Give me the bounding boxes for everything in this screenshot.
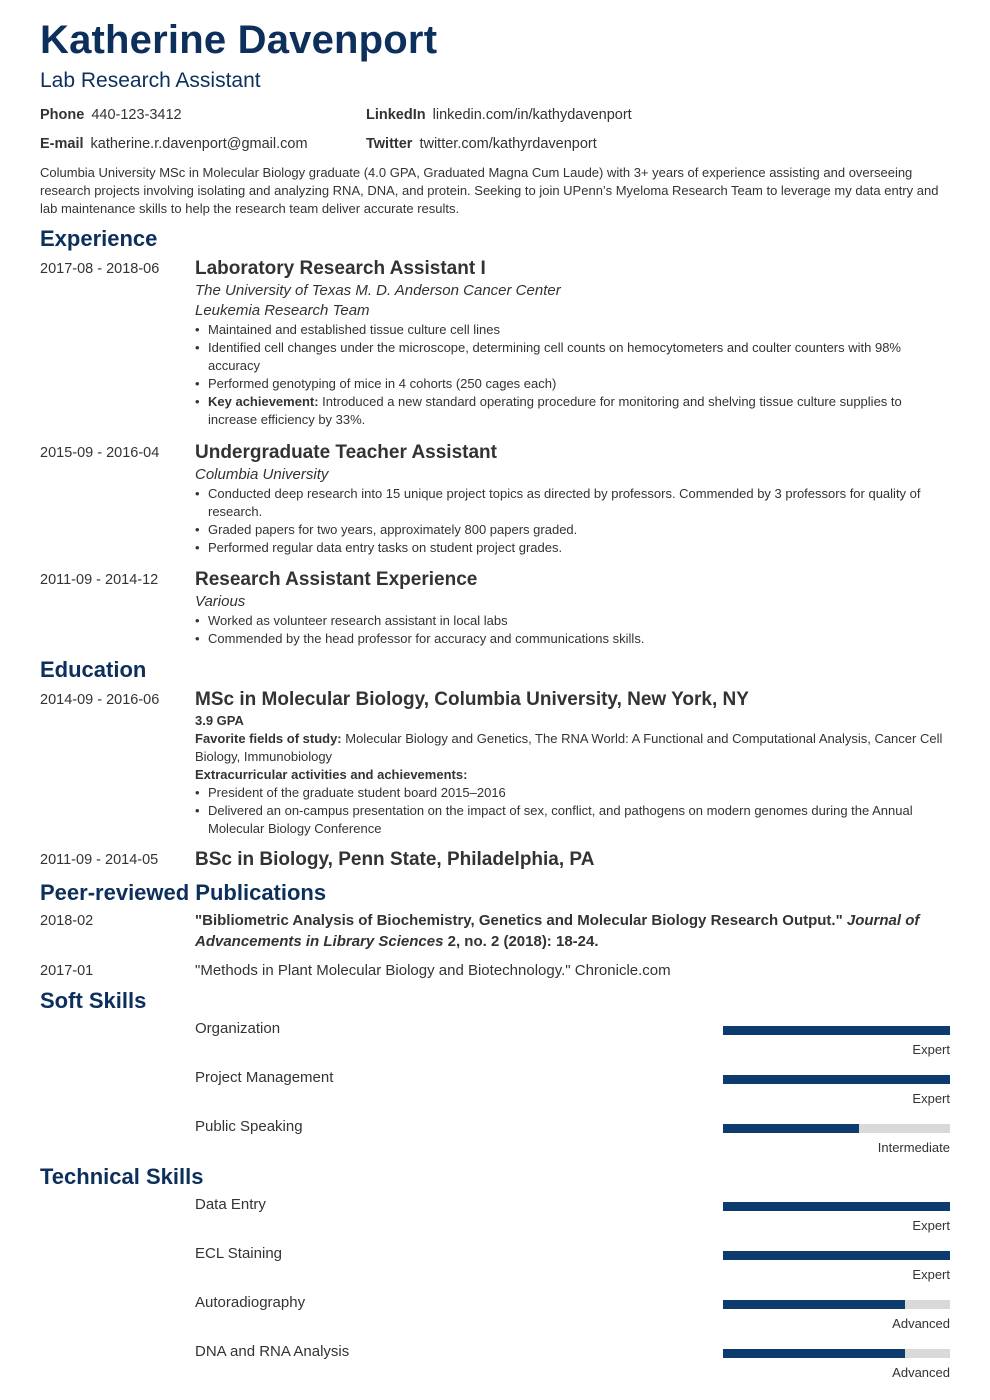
experience-heading: Experience [40, 226, 158, 251]
skill-name: ECL Staining [195, 1245, 282, 1262]
publication-entry [195, 910, 935, 952]
technical-skills-heading: Technical Skills [40, 1164, 204, 1189]
skill-level: Intermediate [877, 1140, 950, 1155]
skill-bar [723, 1251, 950, 1260]
skill-level: Expert [912, 1218, 950, 1233]
skill-level: Expert [912, 1042, 950, 1057]
linkedin-label: LinkedIn [366, 107, 426, 123]
job-title: Lab Research Assistant [40, 69, 261, 92]
skill-bar [723, 1026, 950, 1035]
skill-name: Data Entry [195, 1196, 266, 1213]
skill-bar-fill [723, 1251, 950, 1260]
skill-level: Expert [912, 1091, 950, 1106]
candidate-name: Katherine Davenport [40, 18, 438, 62]
experience-dates: 2011-09 - 2014-12 [40, 572, 159, 588]
skill-bar [723, 1202, 950, 1211]
email-value[interactable]: katherine.r.davenport@gmail.com [90, 136, 308, 152]
education-title: MSc in Molecular Biology, Columbia University, New York, NY [195, 689, 749, 710]
experience-org: Columbia University [195, 466, 329, 483]
list-item: • Commended by the head professor for accuracy and communications skills. [195, 630, 950, 648]
skill-level: Advanced [892, 1365, 950, 1380]
skill-bar [723, 1300, 950, 1309]
twitter-label: Twitter [366, 136, 413, 152]
list-item: • Performed genotyping of mice in 4 cohorts (250 cages each) [195, 375, 950, 393]
favorite-fields-label: Favorite fields of study: [195, 731, 342, 746]
list-item: • Identified cell changes under the microscope, determining cell counts on hemocytometers and coulter counters with 98% accuracy [195, 339, 950, 375]
favorite-fields [195, 730, 950, 766]
experience-dates: 2017-08 - 2018-06 [40, 261, 160, 277]
experience-bullets [195, 321, 950, 429]
skill-bar-fill [723, 1300, 905, 1309]
skill-bar [723, 1349, 950, 1358]
skill-bar [723, 1075, 950, 1084]
skill-name: DNA and RNA Analysis [195, 1343, 350, 1360]
key-achievement-label: Key achievement: [208, 394, 319, 409]
education-dates: 2011-09 - 2014-05 [40, 852, 159, 868]
education-title: BSc in Biology, Penn State, Philadelphia, PA [195, 849, 595, 870]
key-achievement-text: Introduced a new standard operating procedure for monitoring and shelving tissue culture supplies to increase efficiency by 33%. [208, 394, 902, 427]
skill-bar-fill [723, 1075, 950, 1084]
favorite-fields-text: Molecular Biology and Genetics, The RNA World: A Functional and Computational Analysis, Cancer Cell Biology, Immunobiology [195, 731, 943, 764]
list-item: • Performed regular data entry tasks on student project grades. [195, 539, 950, 557]
contact-email [40, 136, 308, 152]
experience-title: Research Assistant Experience [195, 569, 478, 590]
publication-date: 2018-02 [40, 913, 94, 929]
skill-bar-fill [723, 1124, 859, 1133]
linkedin-value[interactable]: linkedin.com/in/kathydavenport [432, 107, 632, 123]
publication-journal: Journal of Advancements in Library Sciences [195, 912, 920, 950]
list-item: • Graded papers for two years, approximately 800 papers graded. [195, 521, 950, 539]
list-item: • Maintained and established tissue culture cell lines [195, 321, 950, 339]
twitter-value[interactable]: twitter.com/kathyrdavenport [419, 136, 597, 152]
skill-bar-fill [723, 1349, 905, 1358]
list-item: • Conducted deep research into 15 unique project topics as directed by professors. Commended by 3 professors for quality of research. [195, 485, 950, 521]
soft-skills-heading: Soft Skills [40, 988, 147, 1013]
experience-entry [195, 257, 950, 429]
extracurricular-label: Extracurricular activities and achievements: [195, 767, 468, 782]
phone-value: 440-123-3412 [91, 107, 182, 123]
publication-title: "Bibliometric Analysis of Biochemistry, Genetics and Molecular Biology Research Output." [195, 912, 843, 929]
profile-summary: Columbia University MSc in Molecular Biology graduate (4.0 GPA, Graduated Magna Cum Laude) with 3+ years of experience assisting and overseeing research projects involving isolating and analyzing RNA, DNA, and protein. Seeking to join UPenn’s Myeloma Research Team to leverage my data entry and lab maintenance skills to help the research team deliver accurate results. [40, 165, 939, 216]
skill-name: Organization [195, 1020, 281, 1037]
gpa: 3.9 GPA [195, 713, 244, 728]
publication-entry: "Methods in Plant Molecular Biology and Biotechnology." Chronicle.com [195, 962, 671, 979]
phone-label: Phone [40, 107, 85, 123]
skill-level: Advanced [892, 1316, 950, 1331]
skill-name: Autoradiography [195, 1294, 306, 1311]
list-item: • Delivered an on-campus presentation on the impact of sex, conflict, and pathogens on modern genomes during the Annual Molecular Biology Conference [195, 802, 950, 838]
skill-level: Expert [912, 1267, 950, 1282]
education-dates: 2014-09 - 2016-06 [40, 692, 160, 708]
experience-entry [195, 568, 950, 648]
education-bullets [195, 784, 950, 838]
skill-name: Project Management [195, 1069, 334, 1086]
education-entry [195, 848, 950, 872]
publication-details: 2, no. 2 (2018): 18-24. [443, 933, 599, 950]
experience-entry [195, 441, 950, 557]
education-entry [195, 688, 950, 838]
skill-bar [723, 1124, 950, 1133]
experience-org: Various [195, 593, 246, 610]
skill-bar-fill [723, 1202, 950, 1211]
experience-bullets [195, 612, 950, 648]
list-item: • Worked as volunteer research assistant in local labs [195, 612, 950, 630]
publication-date: 2017-01 [40, 963, 94, 979]
experience-team: Leukemia Research Team [195, 302, 370, 319]
experience-title: Laboratory Research Assistant I [195, 258, 486, 279]
experience-bullets [195, 485, 950, 557]
contact-phone [40, 107, 182, 123]
experience-dates: 2015-09 - 2016-04 [40, 445, 160, 461]
experience-org: The University of Texas M. D. Anderson Cancer Center [195, 282, 561, 299]
contact-linkedin [366, 107, 632, 123]
skill-name: Public Speaking [195, 1118, 303, 1135]
education-heading: Education [40, 657, 147, 682]
contact-twitter [366, 136, 597, 152]
skill-bar-fill [723, 1026, 950, 1035]
list-item: • President of the graduate student board 2015–2016 [195, 784, 950, 802]
publications-heading: Peer-reviewed Publications [40, 880, 327, 905]
experience-title: Undergraduate Teacher Assistant [195, 442, 497, 463]
list-item [195, 393, 950, 429]
email-label: E-mail [40, 136, 84, 152]
